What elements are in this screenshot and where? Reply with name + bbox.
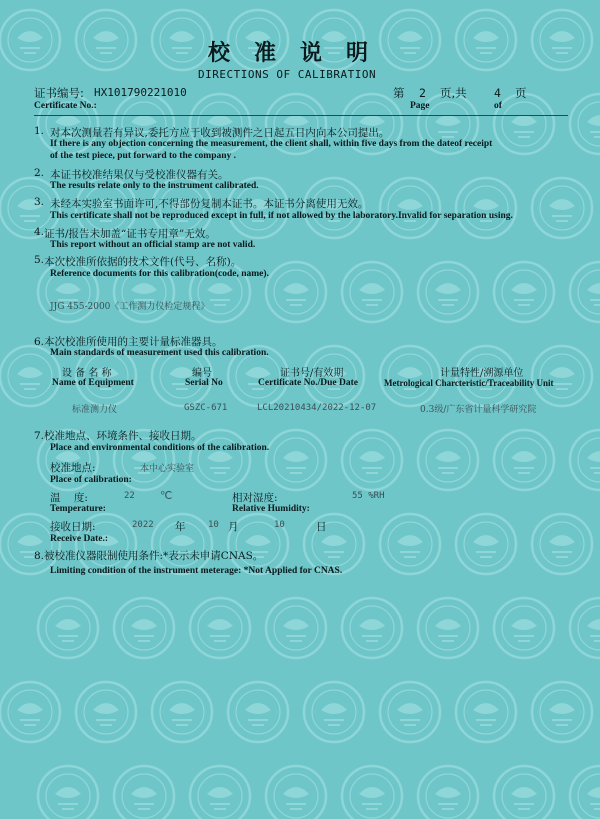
col-metrology-en: Metrological Charcteristic/Traceability Unit: [384, 378, 554, 388]
cert-number: HX101790221010: [94, 86, 187, 99]
item-3-text-en: This certificate shall not be reproduced except in full, if not allowed by the laboratory.Invalid for separation using.: [50, 211, 513, 221]
col-certificate-cn: 证书号/有效期: [280, 368, 344, 379]
equipment-serial: GSZC-671: [184, 403, 228, 413]
section-6-title-cn: 6.本次校准所使用的主要计量标准器具。: [34, 336, 223, 348]
col-equipment-en: Name of Equipment: [52, 378, 134, 388]
page-current: 2: [419, 86, 426, 100]
equipment-traceability: 0.3级/广东省计量科学研究院: [420, 405, 537, 415]
receive-year-unit: 年: [175, 521, 186, 533]
equipment-certificate: LCL20210434/2022-12-07: [257, 403, 377, 413]
item-4-text-cn: 证书/报告未加盖“证书专用章”无效。: [44, 228, 216, 240]
page-suffix: 页: [515, 86, 527, 100]
page-mid: 页,共: [440, 86, 467, 100]
item-1-text-cn: 对本次测量若有异议,委托方应于收到被测件之日起五日内向本公司提出。: [50, 127, 390, 139]
col-equipment-cn: 设 备 名 称: [62, 368, 112, 379]
item-4-number: 4.: [34, 226, 45, 238]
col-certificate-en: Certificate No./Due Date: [258, 378, 358, 388]
receive-day-unit: 日: [316, 521, 327, 533]
page-title-cn: 校准说明: [208, 40, 393, 66]
place-label-cn: 校准地点:: [50, 462, 96, 474]
temperature-label-cn: 温 度:: [50, 492, 88, 504]
of-label-en: of: [494, 101, 502, 111]
receive-year: 2022: [132, 520, 154, 530]
place-value: 本中心实验室: [140, 464, 195, 474]
col-serial-cn: 编号: [192, 368, 212, 379]
item-3-number: 3.: [34, 196, 45, 208]
item-3-text-cn: 未经本实验室书面许可,不得部份复制本证书。本证书分离使用无效。: [50, 198, 369, 210]
item-5-text-en: Reference documents for this calibration(code, name).: [50, 269, 269, 279]
humidity-label-cn: 相对湿度:: [232, 492, 278, 504]
col-metrology-cn: 计量特性/溯源单位: [440, 368, 524, 379]
temperature-unit: ℃: [160, 489, 173, 502]
item-5-number: 5.: [34, 254, 45, 266]
equipment-name: 标准测力仪: [72, 405, 118, 415]
cert-label-cn: 证书编号:: [34, 86, 84, 100]
temperature-value: 22: [124, 491, 135, 501]
humidity-value: 55 %RH: [352, 491, 385, 501]
section-8-title-en: Limiting condition of the instrument meterage: *Not Applied for CNAS.: [50, 566, 343, 576]
page-label-en: Page: [410, 101, 430, 111]
temperature-label-en: Temperature:: [50, 504, 106, 514]
col-serial-en: Serial No: [185, 378, 223, 388]
item-1-text-en: If there is any objection concerning the measurement, the client shall, within five days from the dateof receipt: [50, 139, 493, 149]
page-prefix: 第: [393, 86, 405, 100]
cert-label-en: Certificate No.:: [34, 101, 97, 111]
item-1-text-en-cont: of the test piece, put forward to the company .: [50, 151, 237, 161]
item-4-text-en: This report without an official stamp are not valid.: [50, 240, 256, 250]
item-5-text-cn: 本次校准所依据的技术文件(代号、名称)。: [44, 256, 242, 268]
page-total: 4: [494, 86, 501, 100]
section-6-title-en: Main standards of measurement used this calibration.: [50, 348, 269, 358]
receive-month-unit: 月: [228, 521, 239, 533]
item-1-number: 1.: [34, 125, 45, 137]
page-title-en: DIRECTIONS OF CALIBRATION: [198, 68, 377, 81]
receive-month: 10: [208, 520, 219, 530]
place-label-en: Place of calibration:: [50, 475, 132, 485]
receive-date-label-en: Receive Date.:: [50, 534, 109, 544]
receive-date-label-cn: 接收日期:: [50, 521, 96, 533]
section-7-title-cn: 7.校准地点、环境条件、接收日期。: [34, 430, 202, 442]
humidity-label-en: Relative Humidity:: [232, 504, 310, 514]
item-2-number: 2.: [34, 167, 45, 179]
item-2-text-en: The results relate only to the instrument calibrated.: [50, 181, 259, 191]
item-2-text-cn: 本证书校准结果仅与受校准仪器有关。: [50, 169, 229, 181]
header-rule: [34, 115, 568, 116]
receive-day: 10: [274, 520, 285, 530]
section-8-title-cn: 8.被校准仪器限制使用条件:*表示未申请CNAS。: [34, 550, 264, 562]
section-7-title-en: Place and environmental conditions of the calibration.: [50, 443, 270, 453]
reference-document: JJG 455-2000《工作测力仪检定规程》: [50, 302, 210, 312]
